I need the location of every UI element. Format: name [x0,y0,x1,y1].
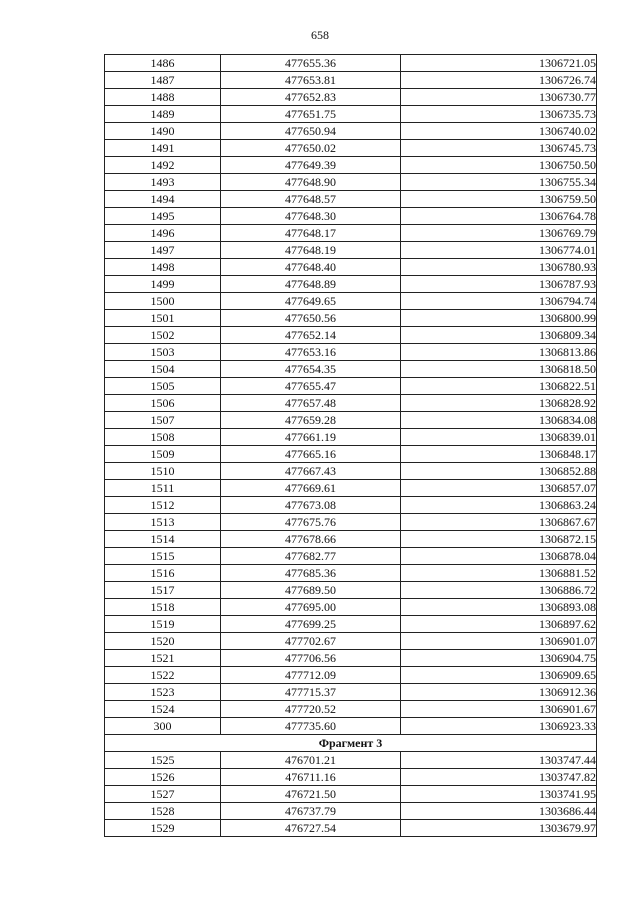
point-number-cell: 1514 [105,531,221,548]
point-number-cell: 1495 [105,208,221,225]
point-number-cell: 1522 [105,667,221,684]
point-number-cell: 1523 [105,684,221,701]
point-number-cell: 1498 [105,259,221,276]
point-number-cell: 1510 [105,463,221,480]
coordinates-table [104,54,597,837]
y-coordinate-cell: 1306886.72 [401,582,597,599]
point-number-cell: 1519 [105,616,221,633]
x-coordinate-cell: 477652.14 [221,327,401,344]
table-row [105,395,597,412]
y-coordinate-cell: 1306909.65 [401,667,597,684]
point-number-cell: 1493 [105,174,221,191]
y-coordinate-cell: 1306809.34 [401,327,597,344]
table-row [105,276,597,293]
point-number-cell: 1499 [105,276,221,293]
x-coordinate-cell: 477661.19 [221,429,401,446]
point-number-cell: 1504 [105,361,221,378]
x-coordinate-cell: 477650.94 [221,123,401,140]
y-coordinate-cell: 1306834.08 [401,412,597,429]
x-coordinate-cell: 477712.09 [221,667,401,684]
y-coordinate-cell: 1303747.44 [401,752,597,769]
x-coordinate-cell: 477652.83 [221,89,401,106]
point-number-cell: 1500 [105,293,221,310]
point-number-cell: 1503 [105,344,221,361]
section-header-body [105,735,597,752]
y-coordinate-cell: 1306881.52 [401,565,597,582]
y-coordinate-cell: 1306923.33 [401,718,597,735]
point-number-cell: 1496 [105,225,221,242]
y-coordinate-cell: 1306822.51 [401,378,597,395]
y-coordinate-cell: 1303679.97 [401,820,597,837]
table-row [105,582,597,599]
y-coordinate-cell: 1306828.92 [401,395,597,412]
table-row [105,463,597,480]
x-coordinate-cell: 477653.81 [221,72,401,89]
x-coordinate-cell: 476737.79 [221,803,401,820]
table-row [105,208,597,225]
y-coordinate-cell: 1306839.01 [401,429,597,446]
point-number-cell: 1513 [105,514,221,531]
table-row [105,361,597,378]
table-row [105,191,597,208]
point-number-cell: 1529 [105,820,221,837]
table-row [105,259,597,276]
x-coordinate-cell: 477689.50 [221,582,401,599]
table-row [105,803,597,820]
y-coordinate-cell: 1306878.04 [401,548,597,565]
table-row [105,820,597,837]
y-coordinate-cell: 1306852.88 [401,463,597,480]
x-coordinate-cell: 477682.77 [221,548,401,565]
x-coordinate-cell: 477651.75 [221,106,401,123]
point-number-cell: 1524 [105,701,221,718]
x-coordinate-cell: 477695.00 [221,599,401,616]
x-coordinate-cell: 477675.76 [221,514,401,531]
point-number-cell: 1492 [105,157,221,174]
y-coordinate-cell: 1306774.01 [401,242,597,259]
x-coordinate-cell: 477648.89 [221,276,401,293]
table-row [105,140,597,157]
table-body-fragment-3 [105,752,597,837]
y-coordinate-cell: 1306730.77 [401,89,597,106]
table-row [105,123,597,140]
x-coordinate-cell: 477650.56 [221,310,401,327]
point-number-cell: 1516 [105,565,221,582]
point-number-cell: 300 [105,718,221,735]
point-number-cell: 1505 [105,378,221,395]
point-number-cell: 1527 [105,786,221,803]
x-coordinate-cell: 477706.56 [221,650,401,667]
point-number-cell: 1507 [105,412,221,429]
x-coordinate-cell: 477685.36 [221,565,401,582]
x-coordinate-cell: 477649.39 [221,157,401,174]
table-row [105,89,597,106]
x-coordinate-cell: 477702.67 [221,633,401,650]
x-coordinate-cell: 477648.57 [221,191,401,208]
table-row [105,412,597,429]
table-row [105,225,597,242]
y-coordinate-cell: 1306745.73 [401,140,597,157]
table-row [105,667,597,684]
x-coordinate-cell: 477654.35 [221,361,401,378]
x-coordinate-cell: 477648.30 [221,208,401,225]
y-coordinate-cell: 1306904.75 [401,650,597,667]
table-row [105,157,597,174]
x-coordinate-cell: 476721.50 [221,786,401,803]
y-coordinate-cell: 1306818.50 [401,361,597,378]
table-row [105,786,597,803]
y-coordinate-cell: 1306912.36 [401,684,597,701]
x-coordinate-cell: 476701.21 [221,752,401,769]
table-row [105,565,597,582]
point-number-cell: 1517 [105,582,221,599]
y-coordinate-cell: 1306787.93 [401,276,597,293]
y-coordinate-cell: 1306769.79 [401,225,597,242]
point-number-cell: 1487 [105,72,221,89]
x-coordinate-cell: 476727.54 [221,820,401,837]
point-number-cell: 1497 [105,242,221,259]
point-number-cell: 1520 [105,633,221,650]
table-row [105,684,597,701]
table-row [105,72,597,89]
table-row [105,446,597,463]
x-coordinate-cell: 477665.16 [221,446,401,463]
table-row [105,650,597,667]
y-coordinate-cell: 1306901.67 [401,701,597,718]
point-number-cell: 1502 [105,327,221,344]
point-number-cell: 1488 [105,89,221,106]
x-coordinate-cell: 477699.25 [221,616,401,633]
point-number-cell: 1486 [105,55,221,72]
y-coordinate-cell: 1306726.74 [401,72,597,89]
x-coordinate-cell: 477715.37 [221,684,401,701]
y-coordinate-cell: 1306755.34 [401,174,597,191]
table-row [105,769,597,786]
y-coordinate-cell: 1306897.62 [401,616,597,633]
x-coordinate-cell: 477735.60 [221,718,401,735]
point-number-cell: 1509 [105,446,221,463]
x-coordinate-cell: 477667.43 [221,463,401,480]
table-row [105,55,597,72]
x-coordinate-cell: 477648.17 [221,225,401,242]
y-coordinate-cell: 1303747.82 [401,769,597,786]
section-header-row [105,735,597,752]
y-coordinate-cell: 1306740.02 [401,123,597,140]
x-coordinate-cell: 477650.02 [221,140,401,157]
point-number-cell: 1512 [105,497,221,514]
point-number-cell: 1506 [105,395,221,412]
x-coordinate-cell: 477720.52 [221,701,401,718]
point-number-cell: 1508 [105,429,221,446]
table-row [105,378,597,395]
y-coordinate-cell: 1306857.07 [401,480,597,497]
table-row [105,429,597,446]
point-number-cell: 1518 [105,599,221,616]
table-row [105,616,597,633]
y-coordinate-cell: 1306813.86 [401,344,597,361]
y-coordinate-cell: 1306800.99 [401,310,597,327]
point-number-cell: 1511 [105,480,221,497]
y-coordinate-cell: 1306764.78 [401,208,597,225]
table-row [105,701,597,718]
table-row [105,327,597,344]
y-coordinate-cell: 1306759.50 [401,191,597,208]
y-coordinate-cell: 1303686.44 [401,803,597,820]
table-row [105,106,597,123]
table-row [105,514,597,531]
table-row [105,497,597,514]
table-row [105,752,597,769]
point-number-cell: 1489 [105,106,221,123]
x-coordinate-cell: 477653.16 [221,344,401,361]
point-number-cell: 1515 [105,548,221,565]
section-title: Фрагмент 3 [105,735,597,752]
table-row [105,344,597,361]
point-number-cell: 1526 [105,769,221,786]
x-coordinate-cell: 477649.65 [221,293,401,310]
page-number: 658 [311,28,329,42]
x-coordinate-cell: 477673.08 [221,497,401,514]
point-number-cell: 1525 [105,752,221,769]
y-coordinate-cell: 1306893.08 [401,599,597,616]
y-coordinate-cell: 1306863.24 [401,497,597,514]
table-body-main [105,55,597,735]
x-coordinate-cell: 477678.66 [221,531,401,548]
point-number-cell: 1494 [105,191,221,208]
x-coordinate-cell: 477669.61 [221,480,401,497]
y-coordinate-cell: 1306750.50 [401,157,597,174]
table-row [105,531,597,548]
point-number-cell: 1528 [105,803,221,820]
x-coordinate-cell: 476711.16 [221,769,401,786]
x-coordinate-cell: 477648.90 [221,174,401,191]
y-coordinate-cell: 1303741.95 [401,786,597,803]
x-coordinate-cell: 477659.28 [221,412,401,429]
table-row [105,293,597,310]
y-coordinate-cell: 1306872.15 [401,531,597,548]
y-coordinate-cell: 1306867.67 [401,514,597,531]
table-row [105,633,597,650]
y-coordinate-cell: 1306901.07 [401,633,597,650]
x-coordinate-cell: 477657.48 [221,395,401,412]
x-coordinate-cell: 477655.36 [221,55,401,72]
table-row [105,548,597,565]
point-number-cell: 1490 [105,123,221,140]
table-row [105,310,597,327]
y-coordinate-cell: 1306735.73 [401,106,597,123]
point-number-cell: 1501 [105,310,221,327]
table-row [105,599,597,616]
table-row [105,242,597,259]
y-coordinate-cell: 1306848.17 [401,446,597,463]
point-number-cell: 1521 [105,650,221,667]
x-coordinate-cell: 477648.40 [221,259,401,276]
table-row [105,718,597,735]
point-number-cell: 1491 [105,140,221,157]
x-coordinate-cell: 477648.19 [221,242,401,259]
y-coordinate-cell: 1306780.93 [401,259,597,276]
y-coordinate-cell: 1306721.05 [401,55,597,72]
table-row [105,174,597,191]
table-row [105,480,597,497]
y-coordinate-cell: 1306794.74 [401,293,597,310]
x-coordinate-cell: 477655.47 [221,378,401,395]
